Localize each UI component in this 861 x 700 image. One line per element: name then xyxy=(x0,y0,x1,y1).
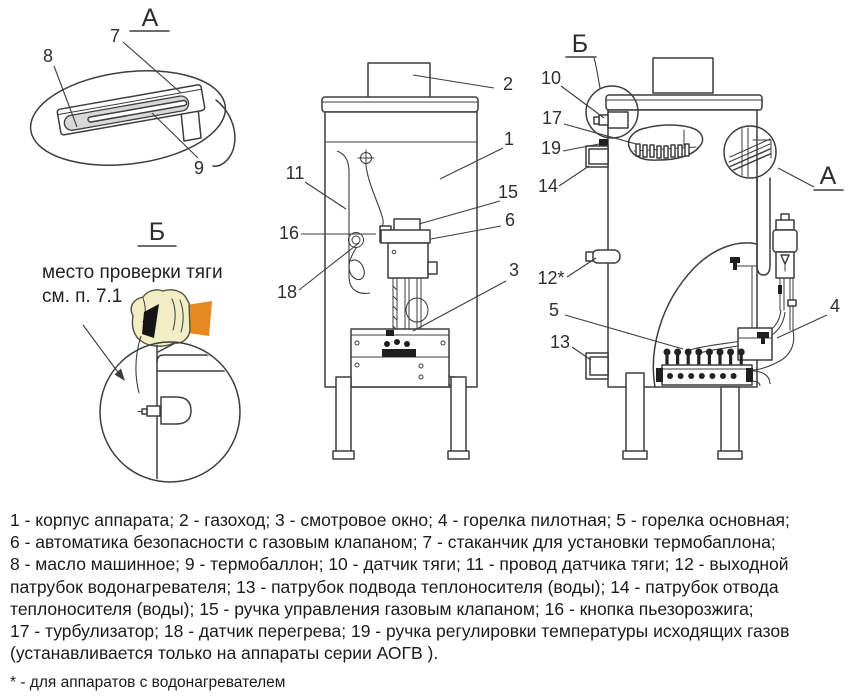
front-legs xyxy=(333,377,469,459)
detail-a-title: А xyxy=(141,4,159,32)
draft-check-note-line2: см. п. 7.1 xyxy=(42,286,123,307)
detail-a-view xyxy=(25,4,235,178)
svg-text:11: 11 xyxy=(285,163,305,183)
detail-b-view xyxy=(42,218,240,482)
inlet-stub-13 xyxy=(586,353,608,379)
pointer-arrow xyxy=(83,325,125,381)
flue-duct xyxy=(368,63,430,98)
outlet-stub-14 xyxy=(586,146,608,167)
parts-legend xyxy=(10,509,858,664)
svg-text:9: 9 xyxy=(193,158,205,178)
thermoballoon-cup xyxy=(57,84,205,141)
detail-b-circle xyxy=(100,342,240,482)
svg-text:15: 15 xyxy=(497,182,519,202)
detail-b-title: Б xyxy=(148,218,166,246)
callout-14 xyxy=(538,166,589,196)
svg-text:1: 1 xyxy=(503,129,515,149)
burner-manifold xyxy=(662,365,752,385)
legend-line: 6 - автоматика безопасности с газовым клапаном; 7 - стаканчик для установки термобаплона; xyxy=(10,532,776,553)
svg-text:18: 18 xyxy=(276,282,298,302)
legend-line: 17 - турбулизатор; 18 - датчик перегрева; 19 - ручка регулировки температуры исходящих газов xyxy=(10,621,790,642)
detail-b-ref-label xyxy=(566,30,600,88)
svg-text:17: 17 xyxy=(541,108,563,128)
callout-4 xyxy=(777,296,840,338)
svg-text:8: 8 xyxy=(42,46,54,66)
svg-text:6: 6 xyxy=(504,210,516,230)
svg-text:Б: Б xyxy=(571,30,589,58)
burner-box xyxy=(351,329,449,387)
callout-12 xyxy=(537,258,596,288)
thermoballoon-pocket-tube xyxy=(757,178,770,275)
sight-window xyxy=(382,349,416,357)
svg-text:2: 2 xyxy=(502,74,514,94)
svg-text:19: 19 xyxy=(540,138,562,158)
flue-duct-side xyxy=(653,58,713,93)
legend-line: патрубок водонагревателя; 13 - патрубок подвода теплоносителя (воды); 14 - патрубок отвода xyxy=(10,576,779,597)
water-heater-footnote: * - для аппаратов с водонагревателем xyxy=(10,674,286,691)
draft-check-note-line1: место проверки тяги xyxy=(42,262,223,283)
legend-line: теплоносителя (воды); 15 - ручка управления газовым клапаном; 16 - кнопка пьезорозжига; xyxy=(10,598,754,619)
side-view xyxy=(537,30,843,459)
legend-line: 1 - корпус аппарата; 2 - газоход; 3 - смотровое окно; 4 - горелка пилотная; 5 - горелка основная; xyxy=(10,510,790,530)
front-view xyxy=(277,63,519,459)
svg-text:10: 10 xyxy=(540,68,562,88)
top-cap xyxy=(322,97,478,112)
svg-text:7: 7 xyxy=(109,26,121,46)
svg-text:16: 16 xyxy=(278,223,300,243)
callout-13 xyxy=(550,332,591,360)
svg-text:3: 3 xyxy=(508,260,520,280)
svg-text:13: 13 xyxy=(549,332,571,352)
legend-line: (устанавливается только на аппараты серии АОГВ ). xyxy=(10,643,439,664)
svg-text:5: 5 xyxy=(548,300,560,320)
detail-a-ref-label xyxy=(778,162,843,190)
svg-text:А: А xyxy=(819,162,837,190)
legend-line: 8 - масло машинное; 9 - термобаллон; 10 - датчик тяги; 11 - провод датчика тяги; 12 - выходной xyxy=(10,554,789,575)
svg-text:4: 4 xyxy=(829,296,841,316)
svg-text:14: 14 xyxy=(537,176,559,196)
top-cap-side xyxy=(606,95,762,110)
svg-text:12*: 12* xyxy=(537,268,565,288)
callout-7 xyxy=(110,26,181,93)
